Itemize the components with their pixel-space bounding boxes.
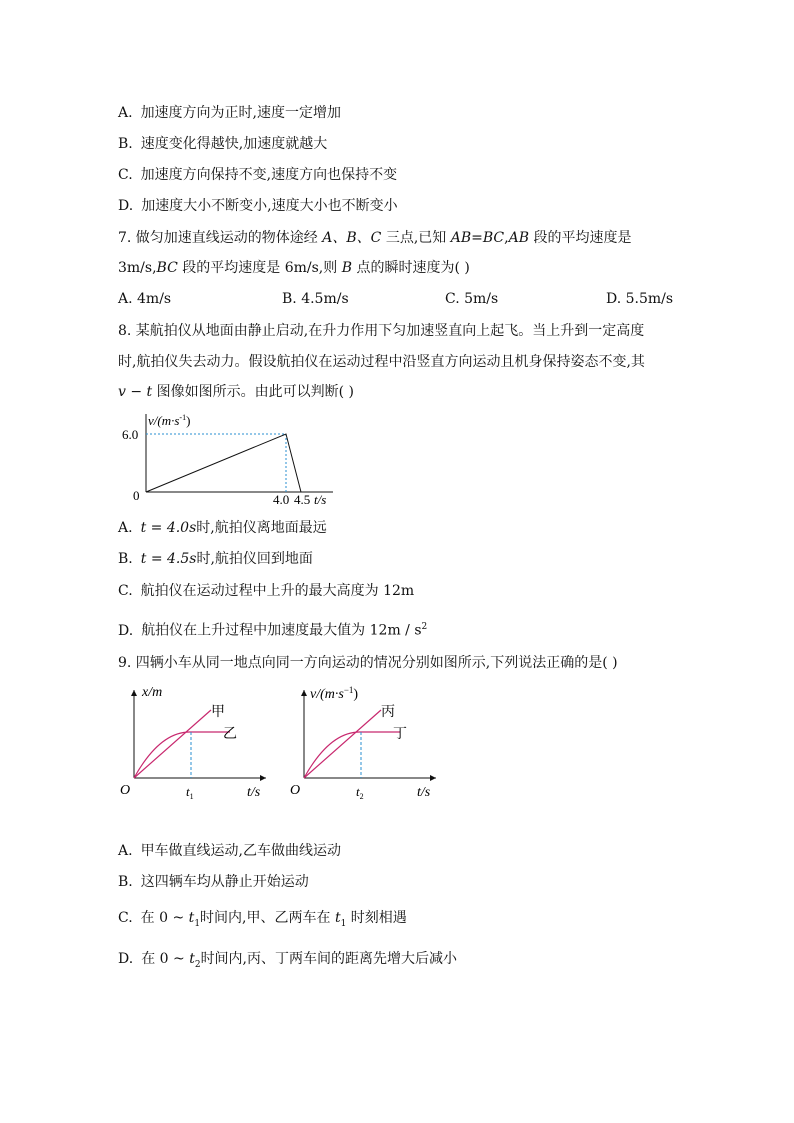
graph-x-tick1: 4.0 [273,492,290,507]
svg-text:t1 [186,784,194,801]
graph-y-tick: 6.0 [122,427,139,442]
graph2-ylabel: v/(m·s [310,687,344,702]
graph1-ylabel: x/m [142,685,163,700]
graph1-tick-sub: 1 [189,792,194,801]
q9-option-b: B. 这四辆车均从静止开始运动 [118,874,309,890]
curve-label-ding: 丁 [393,727,407,742]
q8-stem-line1: 8. 某航拍仪从地面由静止启动,在升力作用下匀加速竖直向上起飞。当上升到一定高度 [118,323,645,339]
q8-stem-line2: 时,航拍仪失去动力。假设航拍仪在运动过程中沿竖直方向运动且机身保持姿态不变,其 [118,354,645,370]
q7-stem-line1: 7. 做匀加速直线运动的物体途经 A、B、C 三点,已知 AB=BC,AB 段的平均速度是 [118,230,632,246]
q8-vt-graph [118,408,348,508]
graph2-ylabel-end: ) [353,687,359,702]
svg-text:t2 [356,784,364,801]
vt-line [146,434,301,492]
curve-label-jia: 甲 [211,705,225,720]
svg-text:v/(m·s-1) [148,413,190,428]
graph1-origin: O [120,783,131,798]
graph2-tick-sub: 2 [359,792,364,801]
graph-x-tick2: 4.5 [294,492,311,507]
graph1-tick: t [186,784,190,799]
q8-option-b: B. t = 4.5s时,航拍仪回到地面 [118,551,313,567]
q8-stem-line3: v − t 图像如图所示。由此可以判断( ) [118,384,354,400]
q9-option-c: C. 在 0 ~ $t_1$时间内,甲、乙两车在 $t_1$ 时刻相遇 [118,910,407,929]
svg-text:v/(m·s−1) [310,685,358,702]
q9-vt-graph [286,682,446,804]
graph2-tick: t [356,784,360,799]
straight-line-jia [134,710,211,778]
q9-stem: 9. 四辆小车从同一地点向同一方向运动的情况分别如图所示,下列说法正确的是( ) [118,655,618,671]
q7-option-c: C. 5m/s [445,291,499,307]
q9-option-d: D. 在 0 ~ $t_2$时间内,丙、丁两车间的距离先增大后减小 [118,951,458,970]
graph1-xlabel: t/s [247,785,261,800]
graph-ylabel-end: ) [186,413,191,428]
curve-yi [134,732,230,778]
curve-ding [304,732,400,778]
graph-ylabel: v/(m·s [148,413,180,428]
q8-option-c: C. 航拍仪在运动过程中上升的最大高度为 12m [118,583,415,599]
q6-option-a: A. 加速度方向为正时,速度一定增加 [118,105,342,121]
q7-option-a: A. 4m/s [118,291,172,307]
q6-option-d: D. 加速度大小不断变小,速度大小也不断变小 [118,198,398,214]
q8-option-a: A. t = 4.0s时,航拍仪离地面最远 [118,520,327,536]
q7-option-d: D. 5.5m/s [606,291,674,307]
q6-option-b: B. 速度变化得越快,加速度就越大 [118,136,328,152]
q9-option-a: A. 甲车做直线运动,乙车做曲线运动 [118,843,342,859]
graph2-xlabel: t/s [417,785,431,800]
curve-label-yi: 乙 [223,727,237,742]
graph2-origin: O [290,783,301,798]
graph-xlabel: t/s [314,492,327,507]
graph-origin: 0 [133,488,140,503]
curve-label-bing: 丙 [381,705,395,720]
q7-option-b: B. 4.5m/s [282,291,349,307]
q8-option-d: D. 航拍仪在上升过程中加速度最大值为 $12m / s^2$ [118,622,428,639]
q9-xt-graph [116,682,276,804]
straight-line-bing [304,710,381,778]
q6-option-c: C. 加速度方向保持不变,速度方向也保持不变 [118,167,398,183]
graph-ylabel-sup: -1 [179,413,187,422]
graph2-ylabel-sup: −1 [343,685,354,695]
q7-stem-line2: 3m/s,BC 段的平均速度是 6m/s,则 B 点的瞬时速度为( ) [118,260,470,276]
